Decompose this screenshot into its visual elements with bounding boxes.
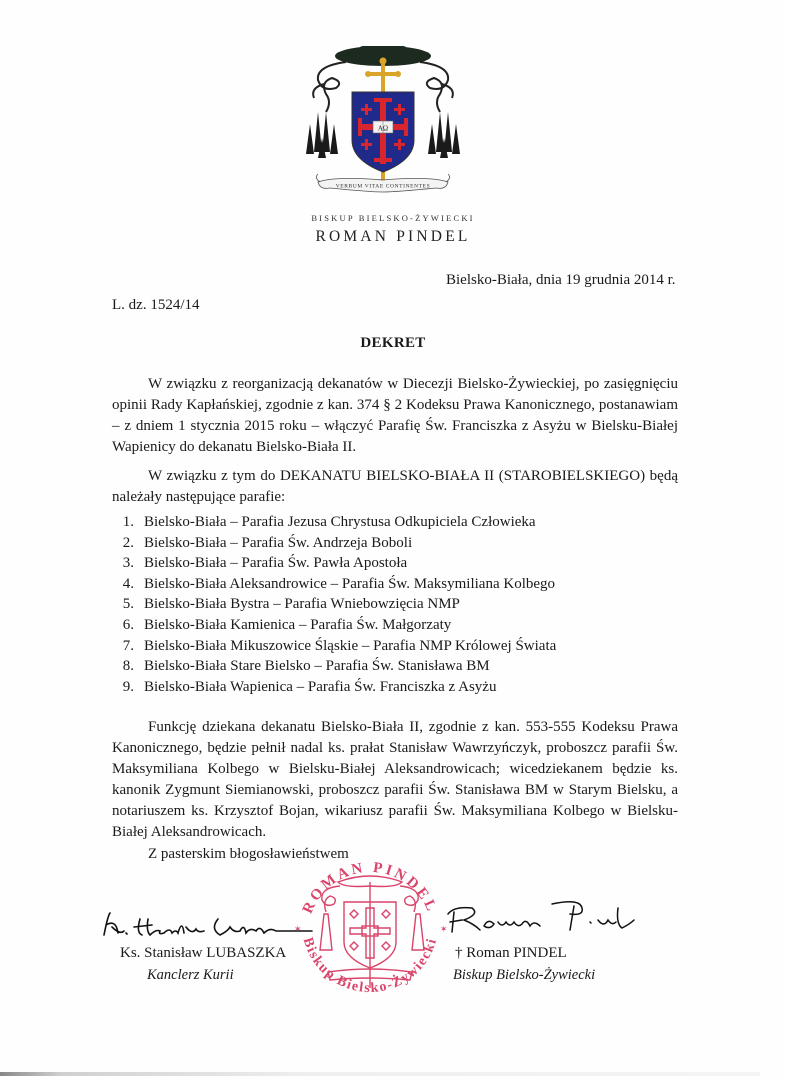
stamp-star-right: ✶ (440, 924, 448, 934)
list-item-number: 9. (122, 678, 134, 695)
list-item-number: 4. (122, 575, 134, 592)
bishop-name: ROMAN PINDEL (315, 228, 471, 245)
list-item-text: Bielsko-Biała – Parafia Św. Andrzeja Boboli (144, 534, 413, 551)
stamp-top-text: ROMAN PINDEL (299, 859, 441, 917)
list-item-text: Bielsko-Biała Kamienica – Parafia Św. Małgorzaty (144, 616, 452, 633)
crest-shield-letters: AΩ (377, 124, 389, 133)
list-item-text: Bielsko-Biała Bystra – Parafia Wniebowzięcia NMP (144, 596, 460, 613)
list-item-number: 6. (122, 616, 134, 633)
bishop-subtitle: BISKUP BIELSKO-ŻYWIECKI (311, 213, 475, 223)
parish-list (112, 512, 556, 697)
list-item (112, 656, 556, 677)
document-title: DEKRET (360, 335, 426, 351)
page-edge-shadow (0, 1072, 760, 1076)
closing-blessing: Z pasterskim błogosławieństwem (148, 846, 349, 862)
list-item (112, 594, 556, 615)
signer-left-role: Kanclerz Kurii (147, 967, 234, 983)
place-date: Bielsko-Biała, dnia 19 grudnia 2014 r. (446, 272, 676, 288)
list-item (112, 677, 556, 698)
crest-motto: VERBUM VITAE CONTINENTES (335, 183, 431, 190)
signer-right-name: † Roman PINDEL (455, 945, 567, 961)
list-item (112, 636, 556, 657)
list-item (112, 553, 556, 574)
handwritten-signature-icon (440, 898, 640, 938)
signer-right-role: Biskup Bielsko-Żywiecki (453, 967, 596, 983)
reference-number: L. dz. 1524/14 (112, 297, 200, 313)
signer-left-name: Ks. Stanisław LUBASZKA (120, 945, 287, 961)
list-item (112, 533, 556, 554)
list-item-number: 7. (122, 637, 134, 654)
list-item-number: 8. (122, 658, 134, 675)
list-item-text: Bielsko-Biała – Parafia Św. Pawła Apostoła (144, 555, 408, 572)
list-item-number: 2. (122, 534, 134, 551)
paragraph-intro-list: W związku z tym do DEKANATU BIELSKO-BIAŁA II (STAROBIELSKIEGO) będą należały następujące parafie: (112, 468, 678, 505)
stamp-bottom-text: Biskup Bielsko-Żywiecki (299, 935, 441, 997)
list-item-text: Bielsko-Biała – Parafia Jezusa Chrystusa Odkupiciela Człowieka (144, 514, 536, 530)
list-item (112, 615, 556, 636)
paragraph-appointments: Funkcję dziekana dekanatu Bielsko-Biała II, zgodnie z kan. 553-555 Kodeksu Prawa Kanonicznego, będzie pełnił nadal ks. prałat Stanisław Wawrzyńczyk, proboszcz parafii Św. Maksymiliana Kolbego w Bielsku-Białej Aleksandrowicach; wicedziekanem będzie ks. kanonik Zygmunt Siemianowski, proboszcz parafii Św. Stanisława BM w Starym Bielsku, a notariuszem ks. Krzysztof Bojan, wikariusz parafii Św. Maksymiliana Kolbego w Bielsku-Białej Aleksandrowicach. (112, 719, 678, 840)
stamp-star-left: ✶ (294, 924, 302, 934)
episcopal-seal-stamp-icon (280, 838, 460, 1018)
list-item-text: Bielsko-Biała Mikuszowice Śląskie – Parafia NMP Królowej Świata (144, 637, 557, 654)
paragraph-decree: W związku z reorganizacją dekanatów w Diecezji Bielsko-Żywieckiej, po zasięgnięciu opinii Rady Kapłańskiej, zgodnie z kan. 374 § 2 Kodeksu Prawa Kanonicznego, postanawiam – z dniem 1 stycznia 2015 roku – włączyć Parafię Św. Franciszka z Asyżu w Bielsku-Białej Wapienicy do dekanatu Bielsko-Biała II. (112, 376, 678, 455)
list-item-text: Bielsko-Biała Wapienica – Parafia Św. Franciszka z Asyżu (144, 678, 497, 695)
list-item (112, 574, 556, 595)
episcopal-coat-of-arms-icon (296, 42, 470, 204)
list-item-text: Bielsko-Biała Stare Bielsko – Parafia Św. Stanisława BM (144, 658, 490, 675)
list-item-number: 3. (122, 555, 134, 572)
list-item (112, 512, 556, 533)
list-item-number: 5. (122, 596, 134, 613)
list-item-number: 1. (122, 514, 134, 530)
list-item-text: Bielsko-Biała Aleksandrowice – Parafia Św. Maksymiliana Kolbego (144, 575, 556, 592)
